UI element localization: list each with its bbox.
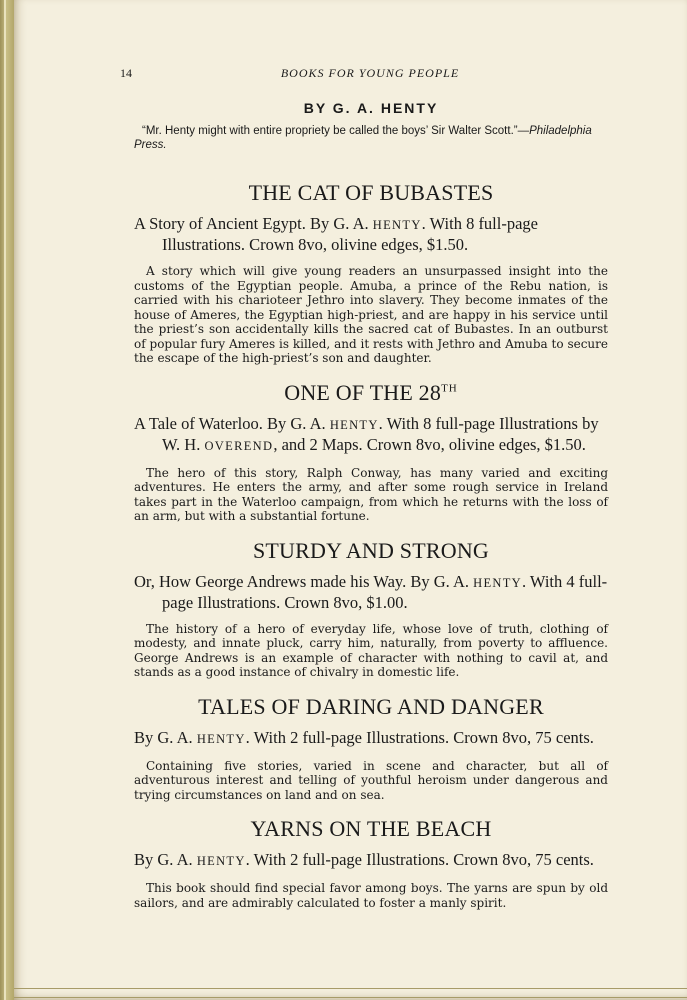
book-blurb: This book should find special favor among boys. The yarns are spun by old sailors, and are admirably calculated to foster a manly spirit.: [134, 881, 608, 910]
bottom-border-rules: [14, 988, 687, 998]
desc-text: . With 2 full-page Illustrations. Crown 8vo, 75 cents.: [245, 850, 594, 869]
book-description: [134, 728, 608, 749]
book-blurb: The history of a hero of everyday life, whose love of truth, clothing of modesty, and innate pluck, carry him, naturally, from poverty to affluence. George Andrews is an example of character with nothing to cavil at, and stands as a good instance of chivalry in domestic life.: [134, 621, 608, 679]
book-title: THE CAT OF BUBASTES: [248, 180, 494, 205]
quote-source: —Philadelphia Press.: [134, 125, 592, 151]
author-quote: [134, 124, 608, 152]
book-description: [134, 214, 608, 254]
book-blurb: A story which will give young readers an unsurpassed insight into the customs of the Egyptian people. Amuba, a prince of the Rebu nation, is carried with his charioteer Jethro into slavery. They become inmates of the house of Ameres, the Egyptian high-priest, and are happy in his service until the priest’s son accidentally kills the sacred cat of Bubastes. In an outburst of popular fury Ameres is killed, and it rests with Jethro and Amuba to secure the escape of the high-priest’s son and daughter.: [134, 264, 608, 365]
book-entry-one-of-the-28th: [134, 380, 608, 524]
desc-text: . With 4 full-page Illustrations. Crown 8vo, $1.00.: [162, 571, 608, 612]
book-entry-tales-of-daring: [134, 694, 608, 803]
desc-text: . With 8 full-page Illustrations. Crown 8vo, olivine edges, $1.50.: [162, 214, 538, 254]
spine-rule: [4, 0, 6, 1000]
author-name: HENTY: [196, 731, 246, 746]
book-title: TALES OF DARING AND DANGER: [198, 693, 544, 719]
quote-text: “Mr. Henty might with entire propriety be called the boys’ Sir Walter Scott.”: [142, 125, 518, 137]
book-entry-yarns-on-the-beach: [134, 816, 608, 910]
title-superscript: TH: [441, 382, 458, 395]
book-title: [134, 380, 608, 406]
author-name: HENTY: [196, 854, 246, 868]
desc-text: . With 8 full-page Illustrations by W. H.: [162, 413, 599, 454]
desc-text: By G. A.: [134, 850, 197, 869]
book-description: [134, 414, 608, 456]
desc-text: A Story of Ancient Egypt. By G. A.: [134, 214, 373, 233]
title-text: ONE OF THE 28: [284, 379, 442, 405]
book-title: YARNS ON THE BEACH: [250, 816, 492, 841]
book-spine: [0, 0, 14, 1000]
running-title: BOOKS FOR YOUNG PEOPLE: [280, 66, 460, 80]
desc-text: By G. A.: [134, 727, 197, 747]
author-heading: BY G. A. HENTY: [303, 100, 439, 116]
desc-text: . With 2 full-page Illustrations. Crown 8vo, 75 cents.: [245, 727, 594, 747]
book-description: [134, 572, 608, 612]
book-blurb: The hero of this story, Ralph Conway, has many varied and exciting adventures. He enters the army, and after some rough service in Ireland takes part in the Waterloo campaign, from which he returns with the loss of an arm, but with a substantial fortune.: [134, 465, 608, 523]
book-entry-cat-of-bubastes: [134, 180, 608, 366]
book-entry-sturdy-and-strong: [134, 538, 608, 680]
desc-text: , and 2 Maps. Crown 8vo, olivine edges, $1.50.: [273, 434, 586, 454]
desc-text: A Tale of Waterloo. By G. A.: [134, 413, 330, 433]
book-description: [134, 850, 608, 871]
illustrator-name: OVEREND: [204, 438, 274, 453]
running-head: [120, 66, 620, 82]
page-number: 14: [120, 66, 132, 80]
author-name: HENTY: [372, 218, 422, 232]
book-blurb: Containing five stories, varied in scene and character, but all of adventurous interest and telling of youthful heroism under dangerous and trying circumstances on land and on sea.: [134, 758, 608, 802]
author-name: HENTY: [473, 575, 522, 590]
desc-text: Or, How George Andrews made his Way. By G. A.: [134, 571, 474, 591]
author-name: HENTY: [329, 417, 379, 432]
page-content: [134, 100, 608, 910]
book-title: STURDY AND STRONG: [252, 537, 490, 563]
